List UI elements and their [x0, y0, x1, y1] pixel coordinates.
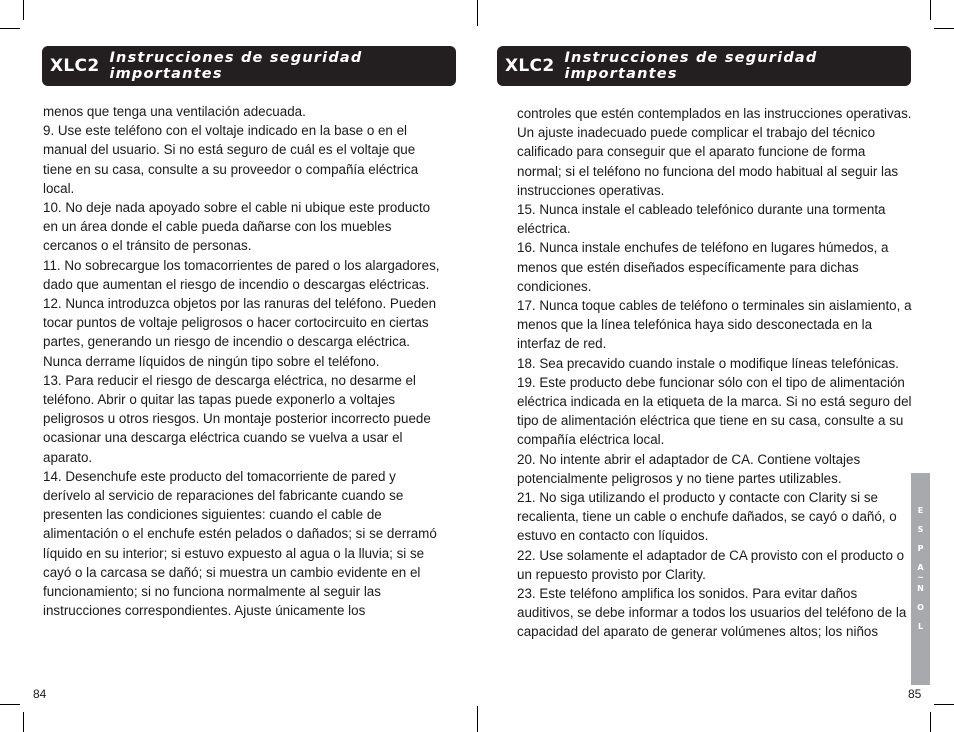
- crop-mark-top-left-h: [0, 28, 20, 29]
- crop-mark-bottom-left-h: [0, 704, 20, 705]
- left-model-label: XLC2: [50, 56, 100, 76]
- right-model-label: XLC2: [505, 56, 555, 76]
- paragraph: 13. Para reducir el riesgo de descarga eléctrica, no desarme el teléfono. Abrir o quitar las tapas puede exponerlo a voltajes peligrosos u otros riesgos. Un montaje posterior incorrecto puede ocasionar una descarga eléctrica cuando se vuelva a usar el aparato.: [43, 372, 431, 465]
- side-tab-letter: N: [917, 584, 924, 593]
- paragraph: 11. No sobrecargue los tomacorrientes de pared o los alargadores, dado que aumentan el riesgo de incendio o descargas eléctricas.: [43, 257, 440, 292]
- paragraph: 23. Este teléfono amplifica los sonidos. Para evitar daños auditivos, se debe informar a todos los usuarios del teléfono de la capacidad del aparato de generar volúmenes altos; los niños: [517, 586, 907, 640]
- paragraph: 10. No deje nada apoyado sobre el cable ni ubique este producto en un área donde el cable pueda dañarse con los muebles cercanos o el tránsito de personas.: [43, 200, 431, 254]
- right-page-number: 85: [908, 687, 922, 701]
- left-page-body: [43, 102, 443, 620]
- paragraph: 17. Nunca toque cables de teléfono o terminales sin aislamiento, a menos que la línea telefónica haya sido desconectada en la interfaz de red.: [517, 298, 912, 352]
- paragraph: 21. No siga utilizando el producto y contacte con Clarity si se recalienta, tiene un cable o enchufe dañados, se cayó o dañó, o estuvo en contacto con líquidos.: [517, 490, 897, 544]
- left-page-number: 84: [33, 687, 47, 701]
- crop-mark-top-right-h: [934, 28, 954, 29]
- crop-mark-bottom-left: [23, 712, 24, 732]
- right-page-body: [517, 104, 913, 642]
- side-tab-letter: A: [917, 563, 924, 572]
- side-tab-letter: E: [917, 506, 924, 515]
- paragraph: 12. Nunca introduzca objetos por las ranuras del teléfono. Pueden tocar puntos de voltaje peligrosos o hacer cortocircuito en ciertas partes, generando un riesgo de incendio o descarga eléctrica. Nunca derrame líquidos de ningún tipo sobre el teléfono.: [43, 296, 437, 369]
- paragraph: 19. Este producto debe funcionar sólo con el tipo de alimentación eléctrica indicada en la etiqueta de la marca. Si no está seguro del tipo de alimentación eléctrica que tiene en su casa, consulte a su compañía eléctrica local.: [517, 374, 912, 448]
- paragraph: 9. Use este teléfono con el voltaje indicado en la base o en el manual del usuario. Si no está seguro de cuál es el voltaje que tiene en su casa, consulte a su proveedor o compañía eléctrica local.: [43, 123, 419, 196]
- left-section-title: Instrucciones de seguridad importantes: [109, 50, 363, 82]
- crop-mark-top-right: [930, 0, 931, 20]
- paragraph: menos que tenga una ventilación adecuada.: [43, 104, 306, 119]
- left-page-header: [42, 46, 456, 86]
- crop-mark-bottom-right: [930, 712, 931, 732]
- paragraph: controles que estén contemplados en las instrucciones operativas. Un ajuste inadecuado puede complicar el trabajo del técnico calificado para conseguir que el aparato funcione de forma normal; si el teléfono no funciona del modo habitual al seguir las instrucciones operativas.: [517, 106, 912, 198]
- paragraph: 15. Nunca instale el cableado telefónico durante una tormenta eléctrica.: [517, 202, 886, 237]
- right-section-title: Instrucciones de seguridad importantes: [564, 50, 818, 82]
- side-tab-letter: S: [917, 525, 924, 534]
- paragraph: 20. No intente abrir el adaptador de CA. Contiene voltajes potencialmente peligrosos y no tiene partes utilizables.: [517, 451, 861, 486]
- side-tab-letter: L: [917, 622, 924, 631]
- right-page-header: [497, 46, 911, 86]
- crop-mark-top-left: [23, 0, 24, 20]
- side-tab-letter: ~: [917, 573, 924, 582]
- paragraph: 16. Nunca instale enchufes de teléfono en lugares húmedos, a menos que estén diseñados específicamente para dichas condiciones.: [517, 240, 889, 294]
- paragraph: 18. Sea precavido cuando instale o modifique líneas telefónicas.: [517, 355, 899, 371]
- crop-mark-top-center: [477, 0, 478, 26]
- language-side-tab: [911, 473, 930, 685]
- paragraph: 22. Use solamente el adaptador de CA provisto con el producto o un repuesto provisto por Clarity.: [517, 547, 905, 582]
- side-tab-letter: O: [917, 603, 924, 612]
- paragraph: 14. Desenchufe este producto del tomacorriente de pared y derívelo al servicio de reparaciones del fabricante cuando se presenten las condiciones siguientes: cuando el cable de alimentación o el enchufe estén pelados o dañados; si se derramó líquido en su interior; si estuvo expuesto al agua o la lluvia; si se cayó o la carcasa se dañó; si muestra un cambio evidente en el funcionamiento; si no funciona normalmente al seguir las instrucciones correspondientes. Ajuste únicamente los: [43, 468, 437, 619]
- crop-mark-bottom-center: [477, 706, 478, 732]
- crop-mark-bottom-right-h: [934, 704, 954, 705]
- side-tab-letter: P: [917, 544, 924, 553]
